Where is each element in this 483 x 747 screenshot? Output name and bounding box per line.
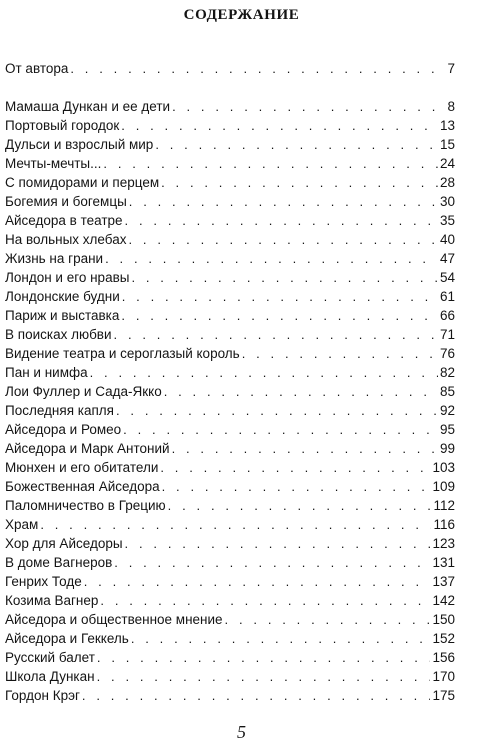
toc-entry-page: 99 [439,441,455,456]
dot-leader [162,477,431,496]
toc-entry-page: 35 [439,213,455,228]
toc-entry-title: Мюнхен и его обитатели [5,460,159,475]
toc-entry [5,572,455,591]
page-number: 5 [237,722,246,742]
toc-entry-page: 150 [432,612,455,627]
dot-leader [90,363,438,382]
toc-entry-page: 112 [433,498,455,513]
toc-entry [5,363,455,382]
toc-entry [5,686,455,705]
toc-entry-title: Гордон Крэг [5,688,80,703]
toc-entry-page: 156 [432,650,455,665]
toc-entry-page: 24 [439,156,455,171]
toc-entry-page: 137 [432,574,455,589]
toc-entry-title: Божественная Айседора [5,479,160,494]
dot-leader [105,249,438,268]
toc-entry [5,610,455,629]
dot-leader [155,135,438,154]
toc-entry-title: Айседора и Геккель [5,631,129,646]
toc-entry [5,439,455,458]
toc-entry [5,287,455,306]
dot-leader [97,667,431,686]
toc-entry-page: 76 [439,346,455,361]
toc-entry [5,629,455,648]
dot-leader [40,515,431,534]
toc-entry [5,173,455,192]
toc-entry-page: 47 [439,251,455,266]
toc-entry [5,553,455,572]
dot-leader [123,420,438,439]
toc-entry-page: 95 [439,422,455,437]
toc-entry [5,458,455,477]
toc-entry [5,192,455,211]
toc-entry-title: В поисках любви [5,327,112,342]
toc-entry [5,249,455,268]
dot-leader [114,325,438,344]
dot-leader [116,401,438,420]
toc-entry-title: На вольных хлебах [5,232,127,247]
dot-leader [168,496,432,515]
toc-entry-page: 15 [439,137,455,152]
toc-entry [5,325,455,344]
dot-leader [172,439,438,458]
toc-entry-page: 66 [439,308,455,323]
toc-entry-page: 92 [439,403,455,418]
toc-entry-title: Париж и выставка [5,308,120,323]
dot-leader [172,97,445,116]
toc-entry-title: Жизнь на грани [5,251,104,266]
toc-entry-title: Русский балет [5,650,95,665]
page-title: СОДЕРЖАНИЕ [183,7,300,23]
toc-entry-title: Хор для Айседоры [5,536,123,551]
toc-entry-page: 82 [439,365,455,380]
toc-entry-title: Айседора и Марк Антоний [5,441,170,456]
toc-entry-page: 123 [432,536,455,551]
dot-leader [121,116,438,135]
toc-entry-title: Пан и нимфа [5,365,88,380]
toc-entry-title: Лои Фуллер и Сада-Якко [5,384,162,399]
toc-entry [5,116,455,135]
toc-entry-title: Школа Дункан [5,669,95,684]
toc-entry-title: Айседора в театре [5,213,123,228]
toc-entry-page: 116 [433,517,455,532]
toc-entry [5,420,455,439]
toc-entry [5,230,455,249]
toc-entry [5,211,455,230]
toc-entry [5,477,455,496]
dot-leader [161,173,438,192]
toc-entry-page: 54 [439,270,455,285]
dot-leader [84,572,431,591]
toc-entry-page: 142 [432,593,455,608]
toc-entry [5,306,455,325]
dot-leader [70,59,445,78]
dot-leader [164,382,438,401]
toc-entry-title: Айседора и общественное мнение [5,612,223,627]
toc-entry [5,97,455,116]
dot-leader [97,648,431,667]
toc-entry [5,496,455,515]
dot-leader [103,154,438,173]
toc-entry [5,515,455,534]
toc-entry [5,382,455,401]
toc-entry [5,268,455,287]
toc-entry-page: 8 [447,99,455,114]
dot-leader [131,268,438,287]
dot-leader [82,686,431,705]
toc-entry-title: Айседора и Ромео [5,422,122,437]
toc-entry-page: 109 [432,479,455,494]
dot-leader [125,211,438,230]
toc-entry-page: 13 [439,118,455,133]
toc-entry-page: 61 [439,289,455,304]
toc-entry-title: Богемия и богемцы [5,194,127,209]
dot-leader [125,534,431,553]
dot-leader [100,591,430,610]
toc-entry-title: От автора [5,61,69,76]
toc-entry-page: 71 [439,327,455,342]
dot-leader [122,287,438,306]
dot-leader [160,458,430,477]
toc-entry-page: 40 [439,232,455,247]
toc-entry-title: С помидорами и перцем [5,175,160,190]
toc-entry-title: Генрих Тоде [5,574,82,589]
toc-entry [5,59,455,78]
toc-entry-title: Последняя капля [5,403,114,418]
toc-entry-title: Мамаша Дункан и ее дети [5,99,171,114]
toc-entry-page: 152 [432,631,455,646]
toc-entry-page: 175 [432,688,455,703]
dot-leader [242,344,438,363]
table-of-contents [5,59,455,705]
toc-entry-page: 30 [439,194,455,209]
dot-leader [225,610,431,629]
toc-entry-page: 131 [432,555,455,570]
toc-entry-title: Портовый городок [5,118,120,133]
toc-entry-title: Козима Вагнер [5,593,99,608]
toc-entry-title: Лондонские будни [5,289,120,304]
toc-entry-title: Мечты-мечты... [5,156,102,171]
dot-leader [131,629,431,648]
toc-entry-title: В доме Вагнеров [5,555,113,570]
toc-entry [5,534,455,553]
toc-entry [5,591,455,610]
toc-entry-page: 7 [447,61,455,76]
dot-leader [129,192,438,211]
dot-leader [128,230,437,249]
dot-leader [121,306,438,325]
toc-entry [5,401,455,420]
toc-entry-title: Дульси и взрослый мир [5,137,154,152]
dot-leader [114,553,430,572]
toc-entry-page: 85 [439,384,455,399]
toc-entry [5,648,455,667]
toc-entry-title: Лондон и его нравы [5,270,130,285]
toc-entry-page: 28 [439,175,455,190]
toc-entry [5,154,455,173]
toc-entry-title: Паломничество в Грецию [5,498,166,513]
toc-entry [5,135,455,154]
toc-entry-title: Храм [5,517,39,532]
toc-entry-page: 170 [432,669,455,684]
toc-entry [5,667,455,686]
toc-entry [5,344,455,363]
toc-entry-page: 103 [432,460,455,475]
toc-entry-title: Видение театра и сероглазый король [5,346,240,361]
